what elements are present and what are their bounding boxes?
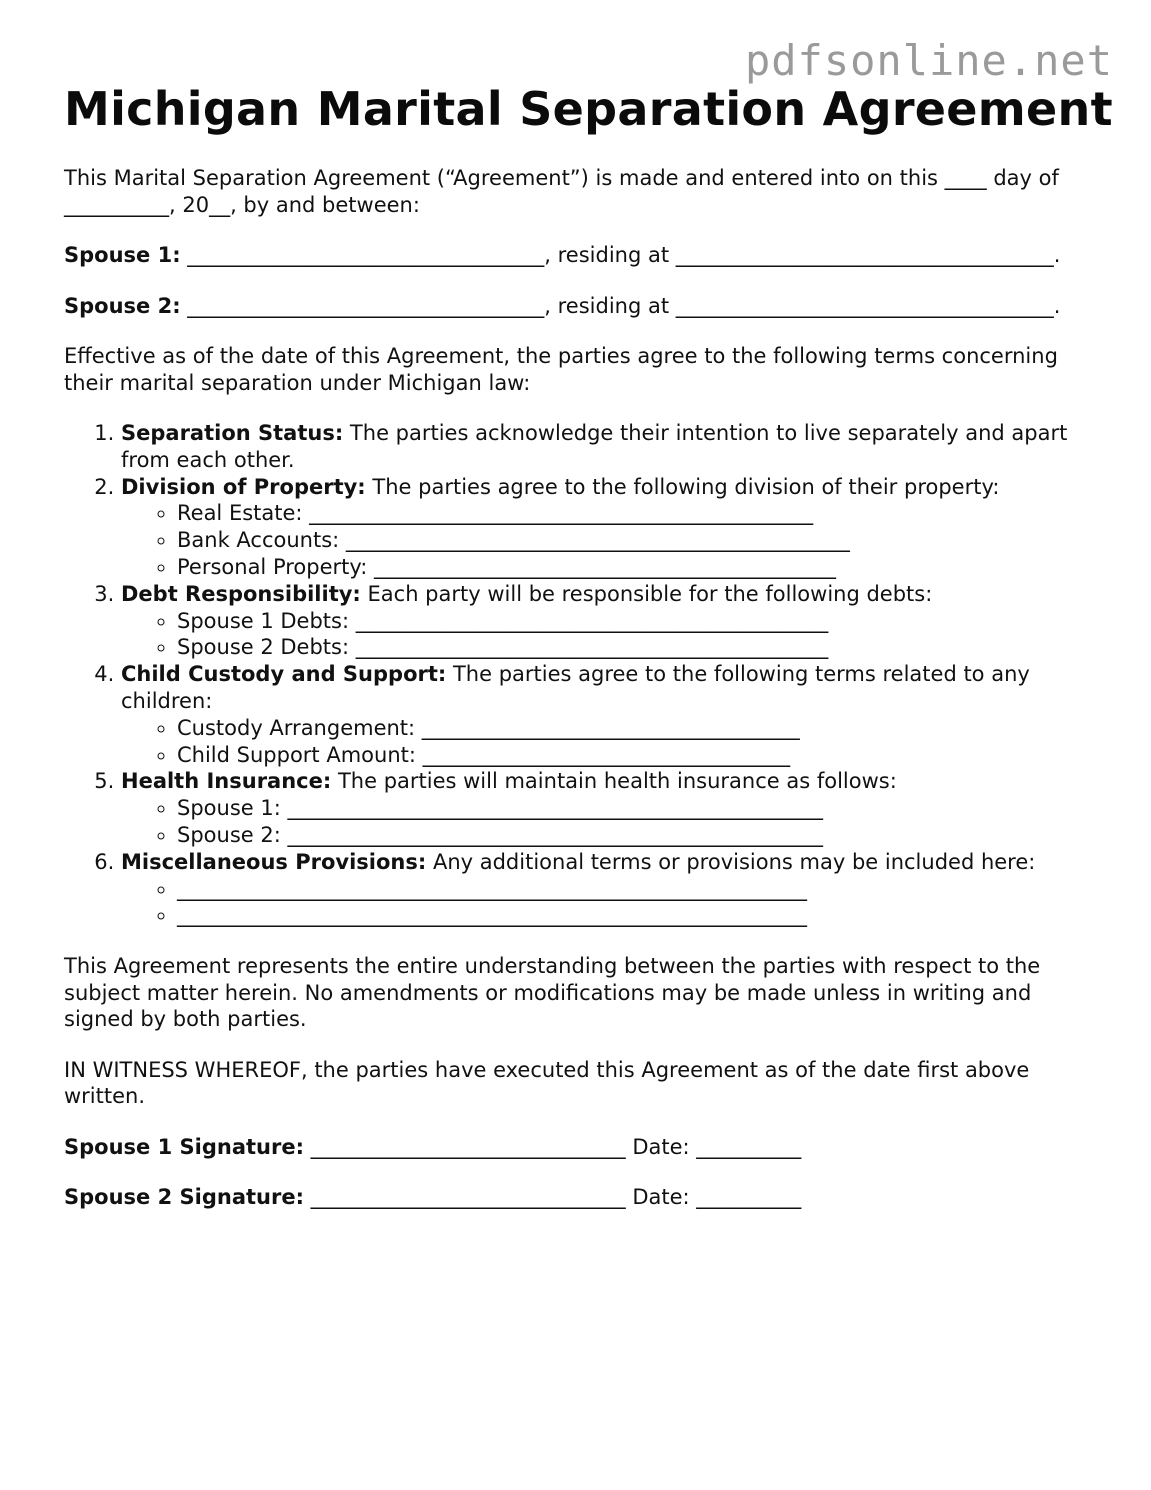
term-text: Each party will be responsible for the following debts: [360, 581, 933, 606]
spouse-2-signature-line [64, 1184, 1084, 1211]
sub-item: ◦ Real Estate: ________________________________________________ [177, 500, 1084, 527]
effective-paragraph: Effective as of the date of this Agreement, the parties agree to the following terms concerning their marital separation under Michigan law: [64, 344, 1058, 395]
term-text: Any additional terms or provisions may be included here: [426, 849, 1036, 874]
spouse-1-label: Spouse 1: [64, 243, 181, 267]
term-item [121, 581, 1084, 661]
spouse-1-signature-line [64, 1134, 1084, 1161]
sub-item: ◦ Spouse 1: ___________________________________________________ [177, 795, 1084, 822]
term-item [121, 661, 1084, 768]
terms-list [64, 420, 1084, 929]
sub-item: ◦ ____________________________________________________________ [177, 876, 1084, 903]
term-heading: Child Custody and Support: [121, 662, 447, 687]
sub-item: ◦ Spouse 2: ___________________________________________________ [177, 822, 1084, 849]
spouse-1-text: __________________________________, residing at ____________________________________. [180, 243, 1061, 267]
sub-item: ◦ Custody Arrangement: ____________________________________ [177, 715, 1084, 742]
sub-item: ◦ Personal Property: ____________________________________________ [177, 554, 1084, 581]
spouse-1-line [64, 242, 1084, 269]
sub-item: ◦ Bank Accounts: ________________________________________________ [177, 527, 1084, 554]
term-text: The parties agree to the following division of their property: [365, 474, 1000, 499]
spouse-1-signature-text: ______________________________ Date: __________ [303, 1134, 802, 1159]
sub-list [121, 795, 1084, 849]
spouse-2-text: __________________________________, residing at ____________________________________. [180, 293, 1061, 318]
term-item [121, 768, 1084, 848]
term-item [121, 420, 1084, 474]
sub-list [121, 500, 1084, 580]
sub-item: ◦ ____________________________________________________________ [177, 902, 1084, 929]
spouse-2-signature-text: ______________________________ Date: __________ [303, 1185, 802, 1210]
term-heading: Miscellaneous Provisions: [121, 849, 427, 874]
spouse-2-signature-label: Spouse 2 Signature: [64, 1185, 304, 1210]
document-page [64, 80, 1113, 1211]
page-title: Michigan Marital Separation Agreement [64, 82, 1113, 136]
term-text: The parties acknowledge their intention to live separately and apart from each other. [121, 421, 1068, 472]
spouse-1-signature-label: Spouse 1 Signature: [64, 1134, 304, 1159]
sub-item: ◦ Spouse 1 Debts: _____________________________________________ [177, 608, 1084, 635]
sub-list [121, 715, 1084, 769]
term-heading: Health Insurance: [121, 769, 332, 794]
intro-paragraph: This Marital Separation Agreement (“Agreement”) is made and entered into on this ____ day of __________, 20__, by and between: [64, 166, 1059, 217]
sub-item: ◦ Child Support Amount: ___________________________________ [177, 742, 1084, 769]
witness-paragraph: IN WITNESS WHEREOF, the parties have executed this Agreement as of the date first above written. [64, 1057, 1030, 1109]
term-item [121, 474, 1084, 581]
term-text: The parties will maintain health insurance as follows: [331, 769, 897, 794]
sub-item: ◦ Spouse 2 Debts: _____________________________________________ [177, 634, 1084, 661]
sub-list [121, 608, 1084, 662]
entire-agreement-paragraph: This Agreement represents the entire understanding between the parties with respect to the subject matter herein. No amendments or modifications may be made unless in writing and signed by both parties. [64, 954, 1041, 1032]
term-heading: Debt Responsibility: [121, 581, 361, 606]
term-heading: Separation Status: [121, 421, 344, 445]
watermark: pdfsonline.net [744, 36, 1113, 85]
spouse-2-line [64, 293, 1084, 320]
sub-list [121, 876, 1084, 930]
term-text: The parties agree to the following terms related to any children: [121, 662, 1030, 713]
term-item [121, 849, 1084, 929]
term-heading: Division of Property: [121, 474, 366, 499]
spouse-2-label: Spouse 2: [64, 293, 181, 318]
